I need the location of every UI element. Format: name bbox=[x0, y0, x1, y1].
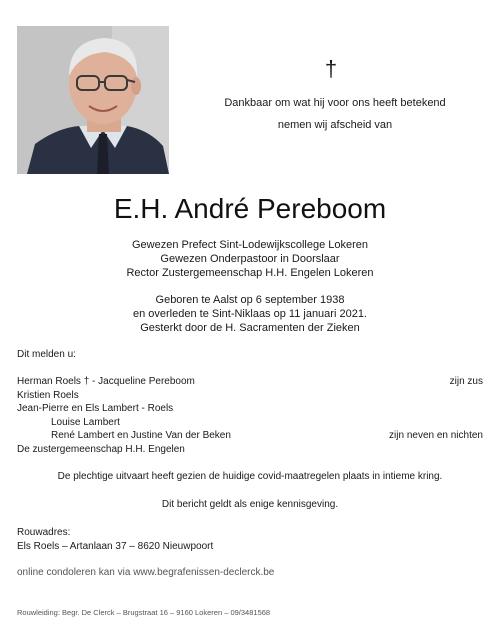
birth-line: Geboren te Aalst op 6 september 1938 bbox=[155, 294, 345, 306]
family-name: De zustergemeenschap H.H. Engelen bbox=[17, 443, 185, 455]
roles-block bbox=[0, 238, 500, 280]
announcement: Dit melden u: bbox=[17, 349, 76, 360]
intro-line-2: nemen wij afscheid van bbox=[277, 119, 393, 131]
portrait-illustration bbox=[17, 26, 169, 174]
family-list bbox=[17, 375, 483, 457]
family-name: Jean-Pierre en Els Lambert - Roels bbox=[17, 403, 174, 415]
sacraments-line: Gesterkt door de H. Sacramenten der Zieken bbox=[140, 322, 360, 334]
online-condolence-link[interactable]: online condoleren kan via www.begrafenissen-declerck.be bbox=[17, 567, 275, 578]
family-row bbox=[17, 389, 483, 403]
family-relation: zijn neven en nichten bbox=[389, 430, 483, 442]
life-block bbox=[0, 293, 500, 335]
notice-text: Dit bericht geldt als enige kennisgeving. bbox=[161, 499, 339, 510]
family-row bbox=[17, 429, 483, 443]
family-row bbox=[17, 402, 483, 416]
mourning-address: Els Roels – Artanlaan 37 – 8620 Nieuwpoort bbox=[17, 541, 214, 552]
family-relation: zijn zus bbox=[449, 376, 483, 387]
family-name: Herman Roels † - Jacqueline Pereboom bbox=[17, 376, 195, 387]
funeral-director-footer: Rouwleiding: Begr. De Clerck – Brugstraat 16 – 9160 Lokeren – 09/3481568 bbox=[17, 608, 271, 617]
family-name: Louise Lambert bbox=[51, 416, 120, 428]
death-line: en overleden te Sint-Niklaas op 11 januari 2021. bbox=[132, 308, 367, 320]
cross-icon: † bbox=[324, 56, 338, 81]
family-row bbox=[17, 443, 483, 457]
family-row bbox=[17, 375, 483, 389]
intro-line-1: Dankbaar om wat hij voor ons heeft betekend bbox=[224, 97, 446, 109]
role-line: Rector Zustergemeenschap H.H. Engelen Lokeren bbox=[126, 267, 374, 279]
deceased-name: E.H. André Pereboom bbox=[113, 193, 387, 224]
role-line: Gewezen Onderpastoor in Doorslaar bbox=[160, 253, 340, 265]
family-name: Kristien Roels bbox=[17, 389, 79, 401]
mourning-address-label: Rouwadres: bbox=[17, 527, 71, 538]
deceased-photo bbox=[17, 26, 169, 174]
funeral-note: De plechtige uitvaart heeft gezien de huidige covid-maatregelen plaats in intieme kring. bbox=[57, 471, 443, 482]
role-line: Gewezen Prefect Sint-Lodewijkscollege Lokeren bbox=[131, 239, 369, 251]
family-name: René Lambert en Justine Van der Beken bbox=[51, 430, 231, 442]
family-row bbox=[17, 416, 483, 430]
